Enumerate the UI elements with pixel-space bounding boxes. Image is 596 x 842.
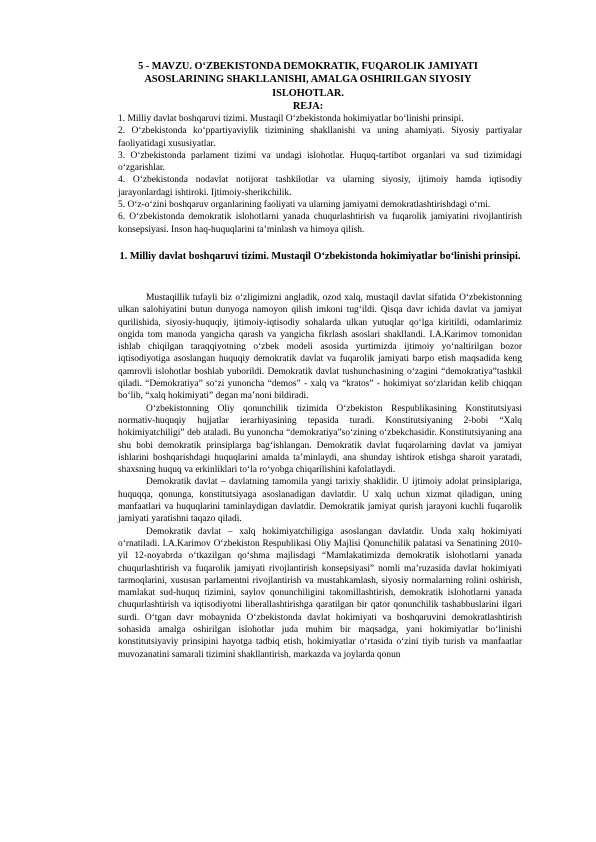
paragraph: Demokratik davlat – davlatning tamomila yangi tarixiy shaklidir. U ijtimoiy adolat prinsiplariga, huquqqa, qonunga, konstitutsiyaga asoslanadigan davlatdir. U xalq uchun xizmat qiladigan, uning manfaatlari va huquqlarini taminlaydigan davlatdir. Demokratik jamiyat qurish jarayoni kuchli fuqarolik jamiyati yaratishni taqazo qiladi. [118,477,522,525]
title-line: ISLOHOTLAR. [272,87,344,99]
section-heading: 1. Milliy davlat boshqaruvi tizimi. Mustaqil O‘zbekistonda hokimiyatlar bo‘linishi prinsipi. [119,251,521,262]
plan-item: 4. O‘zbekistonda nodavlat notijorat tashkilotlar va ularning siyosiy, ijtimoiy hamda iqtisodiy jarayonlardagi ishtiroki. Ijtimoiy-sherikchilik. [118,175,522,198]
plan-item: 2. O‘zbekistonda ko‘ppartiyaviylik tizimining shakllanishi va uning ahamiyati. Siyosiy partiyalar faoliyatidagi xususiyatlar. [118,126,522,149]
plan-item: 1. Milliy davlat boshqaruvi tizimi. Mustaqil O‘zbekistonda hokimiyatlar bo‘linishi prinsipi. [118,114,464,124]
paragraph: Mustaqillik tufayli biz o‘zligimizni angladik, ozod xalq, mustaqil davlat sifatida O‘zbekistonning ulkan salohiyatini butun dunyoga namoyon qilish imkoni tug‘ildi. Qisqa davr ichida davlat va jamiyat qurilishida, siyosiy-huquqiy, ijtimoiy-iqtisodiy sohalarda ulkan yutuqlar qo‘lga kiritildi, odamlarimiz ongida tom manoda yangicha qarash va yangicha fikrlash asoslari shakllandi. I.A.Karimov tomonidan ishlab chiqilgan taraqqiyotning o‘zbek modeli asosida yurtimizda ijtimoiy yo‘naltirilgan bozor iqtisodiyotiga asoslangan huquqiy demokratik davlat va fuqarolik jamiyati barpo etish maqsadida keng qamrovli islohotlar boshlab yuborildi. Demokratik davlat tushunchasining o‘zagini “demokratiya”tashkil qiladi. “Demokratiya” so‘zi yunoncha “demos” - xalq va “kratos” - hokimiyat so‘zlaridan kelib chiqqan bo‘lib, “xalq hokimiyati” degan ma’noni bildiradi. [118,293,522,402]
topic-title [96,60,520,113]
title-line: 5 - MAVZU. O‘ZBEKISTONDA DEMOKRATIK, FUQAROLIK JAMIYATI [138,61,478,72]
paragraph: O‘zbekistonning Oliy qonunchilik tizimida O‘zbekiston Respublikasining Konstitutsiyasi normativ-huquqiy hujjatlar ierarhiyasining tepasida turadi. Konstitutsiyaning 2-bobi “Xalq hokimiyatchiligi” deb ataladi. Bu yunoncha “demokratiya”so‘zining o‘zbekchasidir. Konstitutsiyaning ana shu bobi demokratik prinsiplarga bag‘ishlangan. Demokratik davlat fuqarolarning davlat va jamiyat ishlarini boshqarishdagi huquqlarini amalda ta’minlaydi, ana shunday ishtirok etishga sharoit yaratadi, shaxsning huquq va erkinliklari to‘la ro‘yobga chiqarilishini kafolatlaydi. [118,403,522,476]
plan-heading: REJA: [292,100,324,112]
plan-list [118,113,522,236]
body-text [118,292,522,661]
plan-item: 3. O‘zbekistonda parlament tizimi va undagi islohotlar. Huquq-tartibot organlari va sud tizimidagi o‘zgarishlar. [118,150,522,174]
plan-item: 6. O‘zbekistonda demokratik islohotlarni yanada chuqurlashtirish va fuqarolik jamiyatini rivojlantirish konsepsiyasi. Inson haq-huquqlarini ta’minlash va himoya qilish. [118,212,522,235]
paragraph: Demokratik davlat – xalq hokimiyatchiligiga asoslangan davlatdir. Unda xalq hokimiyati o‘rnatiladi. I.A.Karimov O‘zbekiston Respublikasi Oliy Majlisi Qonunchilik palatasi va Senatining 2010-yil 12-noyabrda o‘tkazilgan qo‘shma majlisdagi “Mamlakatimizda demokratik islohotlarni yanada chuqurlashtirish va fuqarolik jamiyati rivojlantirish konsepsiyasi” nomli ma’ruzasida davlat hokimiyati tarmoqlarini, xususan parlamentni rivojlantirish va mustahkamlash, siyosiy normalarning rolini oshirish, mamlakat sud-huquq tizimini, saylov qonunchiligini takomillashtirish, demokratik islohotlarni yanada chuqurlashtirish va iqtisodiyotni liberallashtirishga qaratilgan bir qator qonunchilik tashabbuslarini ilgari surdi. O‘tgan davr mobaynida O‘zbekistonda davlat hokimiyati va boshqaruvini demokratlashtirish sohasida amalga oshirilgan islohotlar juda muhim bir maqsadga, yani hokimiyatlar bo‘linishi konstitutsiyaviy prinsipini hayotga tadbiq etish, hokimiyatlar o‘rtasida o‘zini tiyib turish va manfaatlar muvozanatini samarali tizimini shakllantirish, markazda va joylarda qonun [118,526,522,660]
plan-item: 5. O‘z-o‘zini boshqaruv organlarining faoliyati va ularning jamiyatni demokratlashtirishdagi o‘rni. [118,200,491,211]
title-line: ASOSLARINING SHAKLLANISHI, AMALGA OSHIRILGAN SIYOSIY [144,74,472,86]
